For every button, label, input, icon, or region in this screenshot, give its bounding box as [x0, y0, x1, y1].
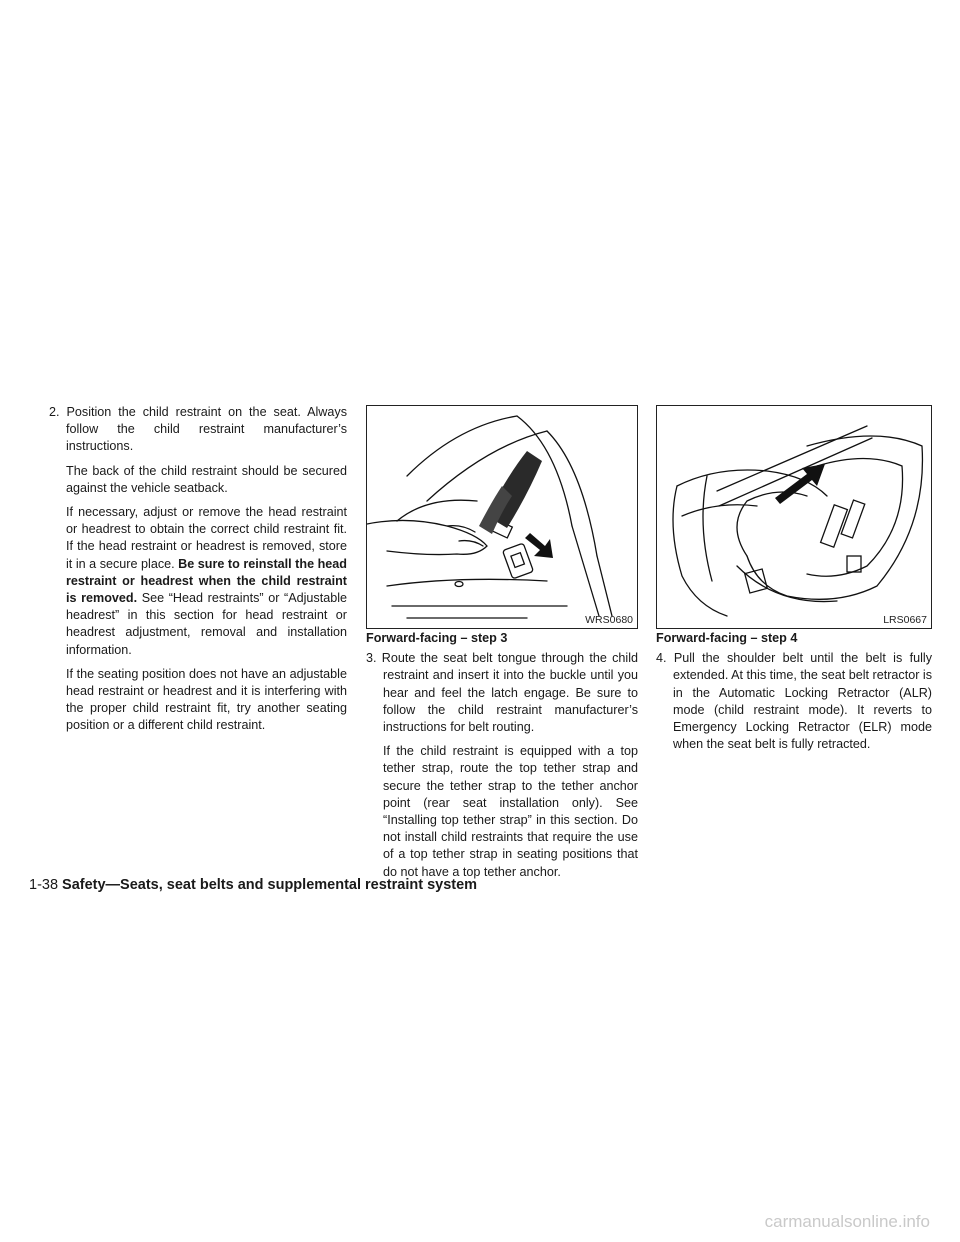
shoulder-belt-illustration — [657, 406, 932, 629]
figure-step-4 — [656, 405, 932, 629]
section-title: Safety—Seats, seat belts and supplemental restraint system — [62, 877, 478, 893]
step-2 — [49, 404, 347, 456]
step-2-number: 2. — [49, 405, 60, 419]
text-column-2 — [366, 630, 638, 888]
paragraph-top-tether: If the child restraint is equipped with a top tether strap, route the top tether strap and secure the tether strap to the tether anchor point (rear seat installation only). See “Installing top tether strap” in this section. Do not install child restraints that require the use of a top tether strap in seating positions that do not have a top tether anchor. — [383, 744, 638, 879]
figure-step-3 — [366, 405, 638, 629]
paragraph-head-restraint — [49, 504, 347, 659]
seat-belt-buckle-illustration — [367, 406, 638, 629]
figure-2-caption: Forward-facing – step 4 — [656, 631, 798, 645]
paragraph-seatback: The back of the child restraint should be secured against the vehicle seatback. — [66, 463, 347, 495]
watermark: carmanualsonline.info — [764, 1212, 930, 1231]
step-4-text: Pull the shoulder belt until the belt is fully extended. At this time, the seat belt retractor is in the Automatic Locking Retractor (ALR) mode (child restraint mode). It reverts to Emergency Locking Retractor (ELR) mode when the seat belt is fully retracted. — [673, 651, 933, 752]
paragraph-seating-position: If the seating position does not have an adjustable head restraint or headrest and it is interfering with the proper child restraint fit, try another seating position or a different child restraint. — [66, 666, 347, 733]
text-column-1 — [49, 404, 347, 742]
text-column-3 — [656, 630, 932, 760]
page-footer — [29, 877, 477, 893]
page-number: 1-38 — [29, 877, 59, 893]
figure-code: LRS0667 — [883, 614, 927, 626]
step-3-text: Route the seat belt tongue through the child restraint and insert it into the buckle until you hear and feel the latch engage. Be sure to follow the child restraint manufacturer’s instructions for belt routing. — [381, 651, 638, 735]
step-3-number: 3. — [366, 651, 377, 666]
step-2-text: Position the child restraint on the seat. Always follow the child restraint manufacturer’s instructions. — [66, 405, 348, 454]
step-4 — [656, 650, 932, 753]
step-4-number: 4. — [656, 651, 667, 666]
paragraph-head-restraint-end: See “Head restraints” or “Adjustable headrest” in this section for head restraint or headrest adjustment, removal and installation information. — [66, 591, 348, 657]
reinstall-warning: Be sure to reinstall the head restraint or headrest when the child restraint is removed. — [66, 556, 347, 606]
step-3 — [366, 650, 638, 736]
figure-1-caption: Forward-facing – step 3 — [366, 631, 508, 645]
paragraph-head-restraint-start: If necessary, adjust or remove the head restraint or headrest to obtain the correct child restraint fit. If the head restraint or headrest is removed, store it in a secure place. — [66, 505, 347, 571]
figure-code: WRS0680 — [585, 614, 633, 626]
